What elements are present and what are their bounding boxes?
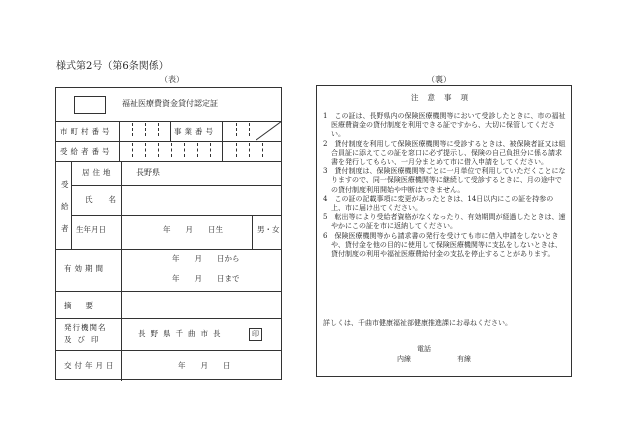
recipient-label: 受給者 [61,180,69,233]
back-side-label: （裏） [427,75,451,84]
notice-item: 5 転出等により受給者資格がなくなったり、有効期間が経過したときは、速やかにこの証を市に返納してください。 [323,213,566,231]
notice-item: 2 貸付制度を利用して保険医療機関等に受診するときは、被保険者証又は組合員証に添えてこの証を窓口に必ず提示し、保険の自己負担分に係る請求書を発行してもらい、一月分まとめて市に借入申請をしてください。 [323,139,566,167]
seal-mark: 印 [249,328,262,341]
validity-to: 年 月 日まで [172,274,240,283]
diagonal-mark [256,121,282,141]
issuer-label-1: 発行機関名 [64,323,107,332]
notice-item: 6 保険医療機関等から請求書の発行を受けても市に借入申請をしないときや、貸付金を他の目的に使用して保険医療機関等に支払をしないときは、貸付制度の利用や福祉医療費給付金の支払を停止することがあります。 [323,231,562,259]
notice-item: 1 この証は、長野県内の保険医療機関等において受診したときに、市の福祉医療費資金の貸付制度を利用できる証ですから、大切に保管してください。 [323,112,566,139]
dob-label: 生年月日 [76,225,106,234]
notice-list [323,112,567,259]
certificate-title: 福祉医療費資金貸付認定証 [122,99,218,108]
notice-item: 4 この証の記載事項に変更があったときは、14日以内にこの証を持参の上、市に届け出てください。 [323,194,554,213]
contact-text: 詳しくは、千曲市健康福祉部健康推進課にお尋ねください。 [323,319,512,327]
validity-from: 年 月 日から [172,254,240,263]
office-no-label: 事業番号 [174,127,216,136]
name-label: 氏名 [85,195,132,204]
validity-label: 有効期間 [64,264,106,273]
address-value: 長野県 [136,168,160,177]
extension-value-label: 有線 [457,355,471,363]
phone-label: 電話 [417,345,431,353]
recipient-no-label: 受給者番号 [60,147,113,156]
notice-item: 3 貸付制度は、保険医療機関等ごとに一月単位で利用していただくことになりますので、同一保険医療機関等に継続して受診するときに、月の途中での貸付制度利用開始や中断はできません。 [323,167,566,194]
certificate-back [316,85,572,377]
remarks-label: 摘要 [64,301,107,310]
issue-date-label: 交付年月日 [64,361,117,370]
address-label: 居住地 [82,168,114,177]
extension-label: 内線 [397,355,411,363]
sex-value: 男・女 [257,225,280,234]
issue-date-value: 年 月 日 [178,361,231,370]
issuer-value: 長野県千曲市長 [138,329,226,338]
certificate-front [55,87,282,380]
front-side-label: （表） [160,75,184,84]
municipality-no-label: 市町村番号 [60,127,113,136]
dob-value: 年 月 日生 [163,225,223,234]
issuer-label-2: 及び印 [64,335,105,344]
stamp-box [74,96,106,114]
notice-title: 注意事項 [411,93,477,102]
form-number: 様式第2号（第6条関係） [56,61,169,72]
